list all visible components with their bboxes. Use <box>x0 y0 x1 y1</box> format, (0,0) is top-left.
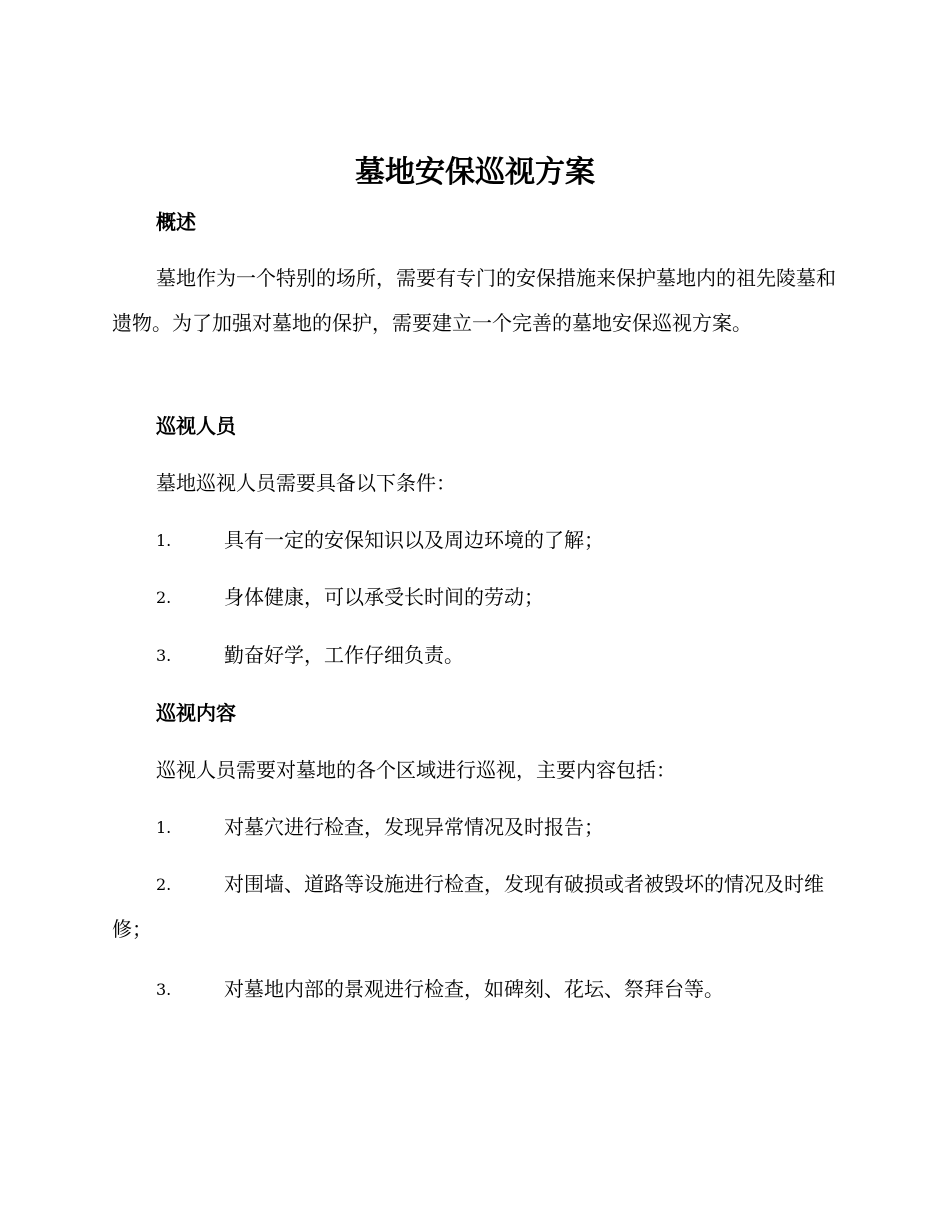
content-list-item <box>112 805 842 850</box>
list-item-text: 对墓地内部的景观进行检查，如碑刻、花坛、祭拜台等。 <box>224 977 724 1001</box>
section-heading-personnel: 巡视人员 <box>156 414 236 438</box>
overview-paragraph: 墓地作为一个特别的场所，需要有专门的安保措施来保护墓地内的祖先陵墓和遗物。为了加强对墓地的保护，需要建立一个完善的墓地安保巡视方案。 <box>112 266 836 335</box>
list-item-text: 具有一定的安保知识以及周边环境的了解； <box>224 528 604 552</box>
list-number: 1. <box>156 818 172 837</box>
content-intro: 巡视人员需要对墓地的各个区域进行巡视，主要内容包括： <box>156 758 676 782</box>
content-list-item <box>112 967 842 1012</box>
list-number: 2. <box>156 875 172 894</box>
section-heading-overview: 概述 <box>156 210 196 234</box>
list-item-text: 勤奋好学，工作仔细负责。 <box>224 643 464 667</box>
list-item-text: 对墓穴进行检查，发现异常情况及时报告； <box>224 815 604 839</box>
list-item-text: 对围墙、道路等设施进行检查，发现有破损或者被毁坏的情况及时维修； <box>112 872 824 941</box>
list-number: 3. <box>156 646 172 665</box>
list-number: 1. <box>156 531 172 550</box>
personnel-intro: 墓地巡视人员需要具备以下条件： <box>156 471 456 495</box>
personnel-list-item <box>112 575 842 620</box>
list-item-text: 身体健康，可以承受长时间的劳动； <box>224 585 544 609</box>
content-list-item <box>112 862 842 952</box>
personnel-list-item <box>112 518 842 563</box>
section-heading-content: 巡视内容 <box>156 701 236 725</box>
document-title: 墓地安保巡视方案 <box>355 155 595 190</box>
list-number: 2. <box>156 588 172 607</box>
personnel-list-item <box>112 633 842 678</box>
list-number: 3. <box>156 980 172 999</box>
